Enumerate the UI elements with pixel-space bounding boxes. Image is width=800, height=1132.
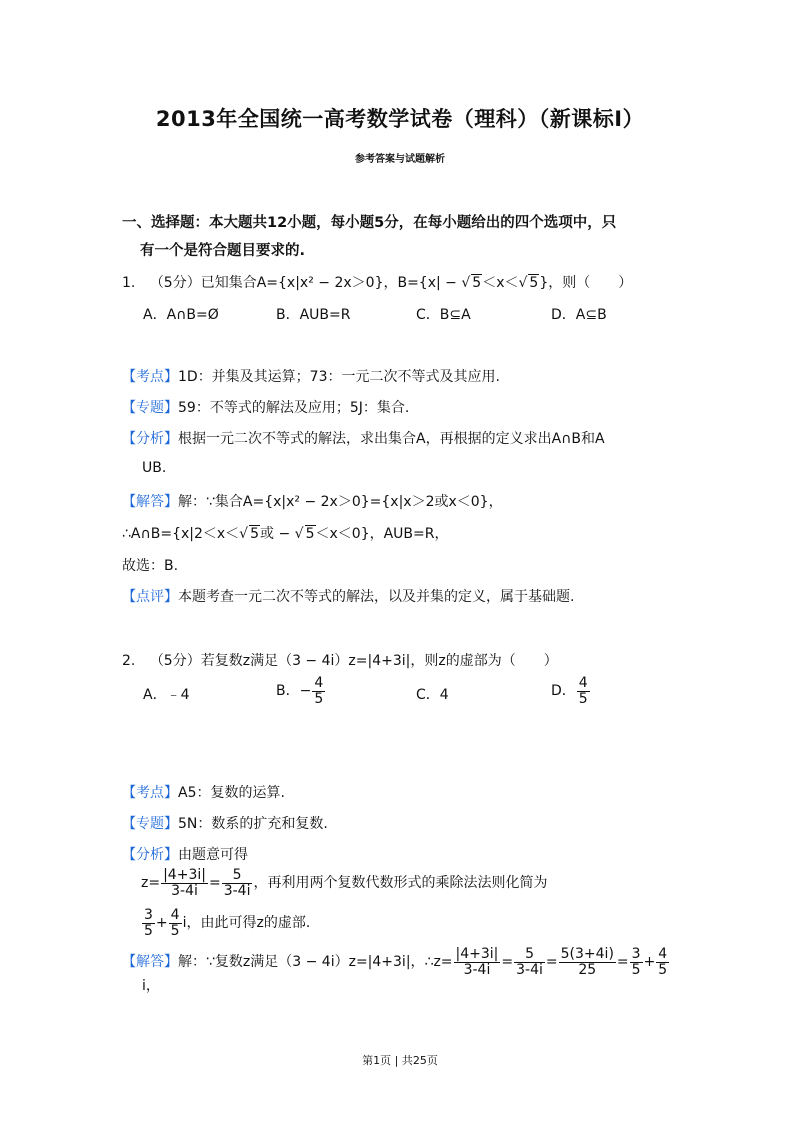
fraction [559, 947, 616, 977]
question-text: }，则（ ） [539, 275, 633, 291]
question-number: 2. [122, 653, 136, 669]
denominator: 3-4i [516, 961, 543, 978]
jieda-text: ∴A∩B={x|2＜x＜ [122, 526, 240, 542]
question-number: 1. [122, 275, 136, 291]
question-2-stem [122, 650, 558, 670]
denominator: 3-4i [171, 882, 198, 899]
numerator: |4+3i| [163, 867, 206, 883]
fraction [312, 676, 325, 706]
dianping-tag: 【点评】 [122, 589, 178, 605]
fraction [656, 947, 669, 977]
section-heading-line2: 有一个是符合题目要求的. [140, 243, 306, 259]
kaodian-text: 1D：并集及其运算；73：一元二次不等式及其应用. [178, 369, 500, 385]
numerator: 4 [314, 675, 324, 691]
q1-zhuanti [122, 397, 409, 417]
fraction [161, 868, 208, 898]
page-subtitle: 参考答案与试题解析 [355, 154, 445, 165]
option-a: A．﹣4 [143, 687, 190, 703]
numerator: 4 [658, 946, 668, 962]
denominator: 3-4i [463, 961, 491, 978]
numerator: 3 [144, 907, 153, 923]
jieda-tag: 【解答】 [122, 954, 178, 971]
jieda-text: 或 − [260, 526, 295, 542]
fenxi-tag: 【分析】 [122, 431, 178, 447]
fenxi-text: ，再利用两个复数代数形式的乘除法法则化简为 [253, 875, 548, 892]
radicand: 5 [250, 526, 260, 542]
denominator: 3-4i [223, 882, 251, 899]
option-b: B．AUB=R [276, 307, 351, 323]
numerator: 3 [631, 946, 641, 962]
numerator: 4 [578, 675, 588, 691]
equals-sign: = [208, 875, 221, 892]
q2-jieda [122, 947, 670, 977]
denominator: 5 [578, 690, 588, 707]
radicand: 5 [305, 526, 315, 542]
zhuanti-tag: 【专题】 [122, 400, 178, 416]
sqrt-sign: √ [461, 275, 471, 291]
fraction [630, 947, 643, 977]
zhuanti-text: 5N：数系的扩充和复数. [178, 816, 328, 832]
option-a: A．A∩B=Ø [143, 307, 219, 323]
denominator: 5 [170, 922, 180, 939]
fenxi-text: 由题意可得 [178, 847, 248, 863]
numerator: 5(3+4i) [560, 946, 614, 962]
jieda-text: 解：∵复数z满足（3 − 4i）z=|4+3i|，∴z= [178, 954, 453, 971]
question-text: （5分）已知集合A={x|x² − 2x＞0}，B={x| − [149, 275, 462, 291]
sqrt-sign: √ [239, 526, 249, 542]
fraction [142, 908, 155, 938]
denominator: 5 [144, 922, 153, 939]
question-1-stem [122, 272, 632, 292]
fraction [514, 947, 545, 977]
dianping-text: 本题考查一元二次不等式的解法，以及并集的定义，属于基础题. [178, 589, 575, 605]
denominator: 5 [314, 690, 324, 707]
formula-text: z= [141, 875, 161, 892]
jieda-tag: 【解答】 [122, 494, 178, 510]
equals-sign: = [545, 954, 558, 971]
equals-sign: = [616, 954, 629, 971]
fenxi-text: i，由此可得z的虚部. [182, 915, 311, 932]
option-c: C．B⊆A [416, 307, 471, 323]
fraction [169, 908, 182, 938]
radicand: 5 [529, 275, 539, 291]
q1-fenxi-cont: UB. [142, 460, 167, 476]
page-title: 2013年全国统一高考数学试卷（理科）（新课标Ⅰ） [155, 107, 645, 131]
option-d: D．A⊆B [551, 307, 607, 323]
q2-kaodian [122, 782, 285, 802]
fraction [454, 947, 501, 977]
question-text: （5分）若复数z满足（3 − 4i）z=|4+3i|，则z的虚部为（ ） [149, 653, 558, 669]
numerator: 4 [170, 907, 180, 923]
zhuanti-text: 59：不等式的解法及应用；5J：集合. [178, 400, 410, 416]
q1-jieda [122, 491, 503, 511]
fraction [222, 868, 253, 898]
sqrt-sign: √ [518, 275, 528, 291]
numerator: |4+3i| [455, 946, 499, 962]
kaodian-tag: 【考点】 [122, 785, 178, 801]
fraction [577, 676, 590, 706]
q2-fenxi-formula [141, 868, 547, 898]
section-heading-line1: 一、选择题：本大题共12小题，每小题5分，在每小题给出的四个选项中，只 [122, 215, 617, 231]
radicand: 5 [472, 275, 482, 291]
jieda-text: ＜x＜0}，AUB=R， [315, 526, 449, 542]
page-footer: 第1页 | 共25页 [362, 1054, 438, 1067]
q2-jieda-line2: i， [142, 978, 160, 994]
equals-sign: = [501, 954, 514, 971]
q1-fenxi [122, 428, 605, 448]
fenxi-tag: 【分析】 [122, 847, 178, 863]
denominator: 25 [578, 961, 597, 978]
plus-sign: + [643, 954, 656, 971]
kaodian-tag: 【考点】 [122, 369, 178, 385]
option-label: B． [276, 683, 300, 700]
q2-fenxi [122, 844, 248, 864]
q1-dianping [122, 586, 574, 606]
q2-zhuanti [122, 813, 328, 833]
fenxi-text: 根据一元二次不等式的解法，求出集合A，再根据的定义求出A∩B和A [178, 431, 605, 447]
option-d [551, 676, 591, 706]
denominator: 5 [631, 961, 641, 978]
jieda-text: 解：∵集合A={x|x² − 2x＞0}={x|x＞2或x＜0}， [178, 494, 503, 510]
numerator: 5 [222, 868, 253, 884]
option-c: C．4 [416, 687, 449, 703]
q2-fenxi-line3 [141, 908, 310, 938]
numerator: 5 [514, 947, 545, 963]
denominator: 5 [658, 961, 668, 978]
option-b [276, 676, 326, 706]
sqrt-sign: √ [294, 526, 304, 542]
minus-sign: − [299, 683, 312, 700]
q1-jieda-line2 [122, 523, 449, 543]
zhuanti-tag: 【专题】 [122, 816, 178, 832]
q1-jieda-line3: 故选：B. [122, 558, 179, 574]
option-label: D． [551, 683, 576, 700]
q1-kaodian [122, 366, 500, 386]
question-text: ＜x＜ [482, 275, 519, 291]
kaodian-text: A5：复数的运算. [178, 785, 285, 801]
plus-sign: + [155, 915, 168, 932]
